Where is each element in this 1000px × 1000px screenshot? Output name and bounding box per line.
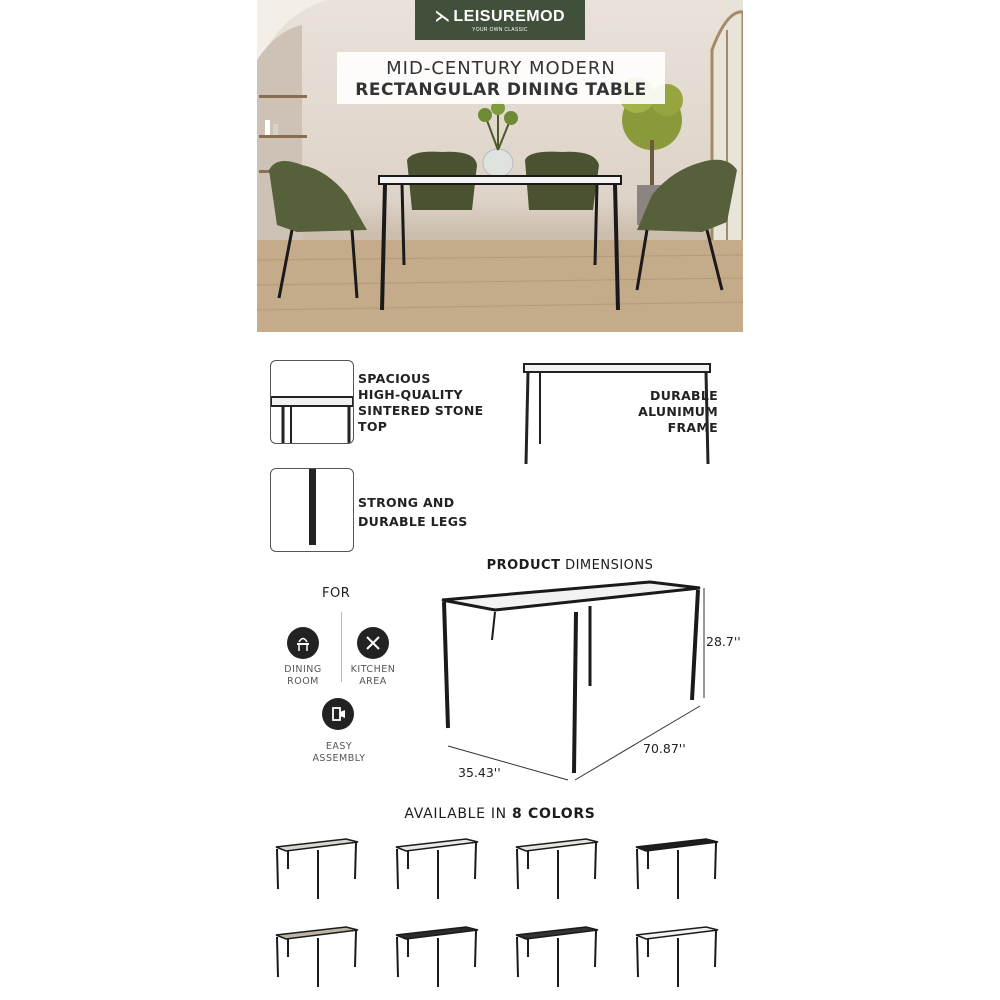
- assembly-icon: [322, 698, 354, 730]
- available-colors-title: AVAILABLE IN 8 COLORS: [404, 806, 596, 822]
- dining-room-icon: [287, 627, 319, 659]
- color-swatch-5: [276, 927, 358, 987]
- color-swatch-1: [276, 839, 358, 899]
- color-swatch-6: [396, 927, 478, 987]
- hero-room-illustration: [257, 0, 743, 332]
- brand-logo: [415, 0, 585, 40]
- for-label: FOR: [322, 586, 351, 601]
- color-swatch-grid: [270, 835, 730, 995]
- hero-title-line2: RECTANGULAR DINING TABLE: [355, 80, 647, 100]
- color-swatches: [270, 835, 730, 995]
- feature-stone-top-thumbnail: [270, 360, 354, 444]
- color-swatch-7: [516, 927, 598, 987]
- hero-title-card: [337, 52, 665, 104]
- dimension-height: 28.7'': [706, 634, 741, 649]
- color-swatch-3: [516, 839, 598, 899]
- color-swatch-2: [396, 839, 478, 899]
- feature-legs-text: STRONG AND DURABLE LEGS: [358, 495, 468, 529]
- dimension-table-drawing: [430, 578, 720, 788]
- dining-room-label: DINING ROOM: [284, 664, 322, 687]
- dimensions-title: PRODUCT DIMENSIONS: [486, 558, 654, 573]
- brand-name: LEISUREMOD: [453, 8, 566, 25]
- easy-assembly-label: EASY ASSEMBLY: [312, 741, 366, 764]
- dimension-length: 70.87'': [643, 741, 686, 756]
- feature-legs-thumbnail: [270, 468, 354, 552]
- dimension-width: 35.43'': [458, 765, 501, 780]
- hero-title-line1: MID-CENTURY MODERN: [386, 58, 616, 79]
- hero-banner: [257, 0, 743, 332]
- leg-closeup-icon: [271, 469, 353, 551]
- stone-top-closeup-icon: [271, 361, 353, 443]
- feature-stone-top-text: SPACIOUS HIGH-QUALITY SINTERED STONE TOP: [358, 371, 484, 434]
- fork-knife-icon: [357, 627, 389, 659]
- brand-tagline: YOUR OWN CLASSIC: [472, 27, 528, 33]
- feature-frame-text: DURABLE ALUNIMUM FRAME: [638, 388, 718, 435]
- color-swatch-8: [636, 927, 718, 987]
- logo-mark-icon: ⋋: [434, 8, 451, 25]
- kitchen-area-label: KITCHEN AREA: [350, 664, 396, 687]
- color-swatch-4: [636, 839, 718, 899]
